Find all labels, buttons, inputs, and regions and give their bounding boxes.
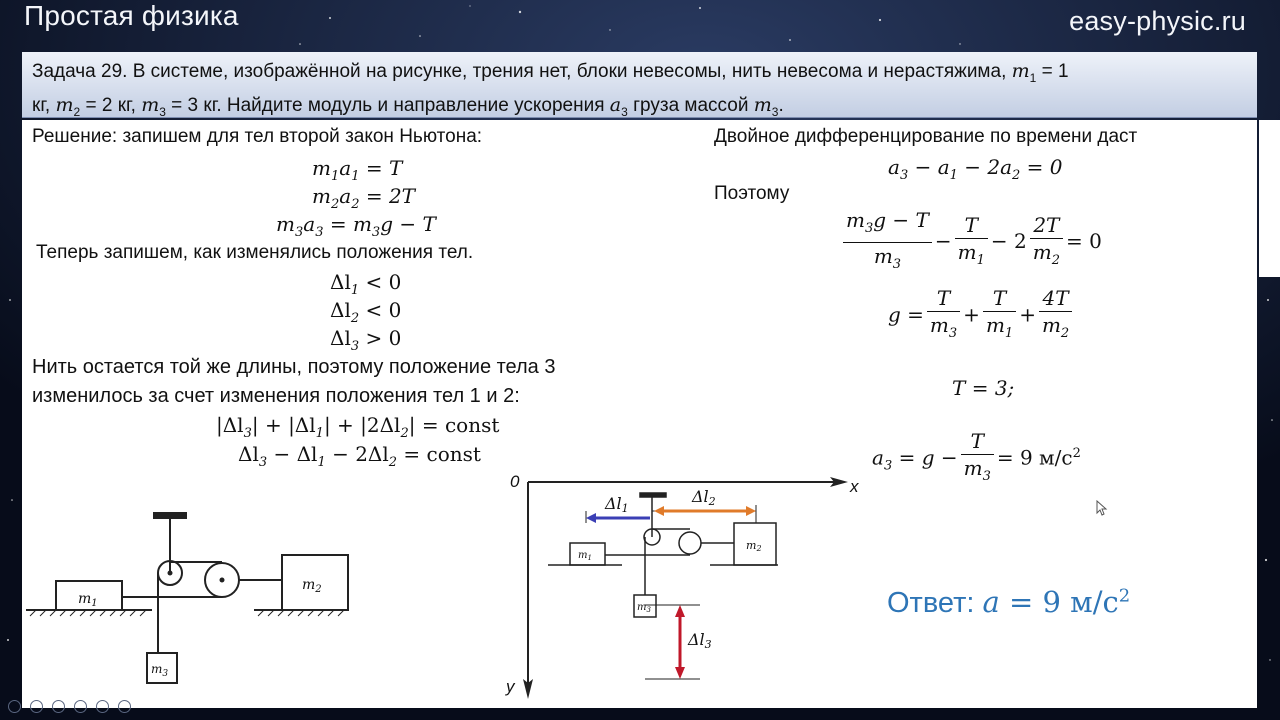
m2-symbol: m <box>55 93 74 116</box>
x-axis-label: x <box>850 477 859 496</box>
length-const: $\Delta l_3 - \Delta l_1 - 2\Delta l_2$ = const <box>238 442 481 470</box>
fraction-equation: $\frac{m_3g - T}{m_3}$ − $\frac{T}{m_1}$ − 2 $\frac{2T}{m_2}$ = 0 <box>840 207 1102 278</box>
site-url: easy-physic.ru <box>1069 6 1246 36</box>
accel-relation: $a_3 - a_1 - 2a_2 = 0$ <box>888 155 1063 183</box>
brand-title: Простая физика <box>24 0 239 31</box>
m3-subscript: 3 <box>159 104 166 119</box>
answer: Ответ: a = 9 $м/с^2$ <box>887 585 1131 619</box>
label-m2: m2 <box>746 539 762 553</box>
a3-symbol: a <box>609 93 622 116</box>
content-panel-edge <box>1259 120 1280 277</box>
dl2-label: Δl2 <box>692 487 716 508</box>
prev-icon[interactable] <box>8 700 21 713</box>
slides-icon[interactable] <box>74 700 87 713</box>
m3b-symbol: m <box>753 93 772 116</box>
string-text-1: Нить остается той же длины, поэтому положение тела 3 <box>32 356 556 378</box>
task-text: Задача 29. В системе, изображённой на рисунке, трения нет, блоки невесомы, нить невесома и нерастяжима, <box>32 61 1012 82</box>
m2-subscript: 2 <box>73 104 81 119</box>
label-m3: $m_3$ <box>637 602 651 614</box>
delta-l2: $\Delta l_2 < 0$ <box>330 298 402 326</box>
delta-l3: $\Delta l_3 > 0$ <box>330 326 402 354</box>
task-end: . <box>778 94 784 116</box>
m2-value: = 2 кг, <box>80 94 142 116</box>
m3-value: = 3 кг. Найдите модуль и направление ускорения <box>165 94 610 116</box>
zoom-icon[interactable] <box>96 700 109 713</box>
m3b-subscript: 3 <box>771 104 779 119</box>
string-text-2: изменилось за счет изменения положения тел 1 и 2: <box>32 385 520 407</box>
task-text-2: кг, <box>32 94 56 116</box>
label-m1: $m_1$ <box>578 550 592 562</box>
m1-symbol: m <box>1011 60 1030 82</box>
coordinate-diagram <box>500 465 880 700</box>
m1-value: = 1 <box>1036 61 1069 82</box>
newton-eq-1: $m_1a_1 = T$ <box>312 156 403 184</box>
label-m1: $m_1$ <box>78 591 98 609</box>
m1-subscript: 1 <box>1029 70 1037 85</box>
positions-heading: Теперь запишем, как изменялись положения тел. <box>36 242 474 263</box>
newton-eq-2: $m_2a_2 = 2T$ <box>312 184 416 212</box>
mouse-cursor-icon <box>1096 500 1108 516</box>
next-icon[interactable] <box>30 700 43 713</box>
label-m2: $m_2$ <box>302 577 322 595</box>
delta-l1: $\Delta l_1 < 0$ <box>330 270 402 298</box>
dl3-label: Δl3 <box>688 630 712 651</box>
pen-icon[interactable] <box>52 700 65 713</box>
a3-equation: $a_3 = g$ − $\frac{T}{m_3}$ = 9 $м/с^2$ <box>872 429 1081 484</box>
dl1-label: Δl1 <box>605 494 629 515</box>
diff-heading: Двойное дифференцирование по времени даст <box>714 126 1138 147</box>
y-axis-label: y <box>506 677 515 696</box>
task-text-3: груза массой <box>627 94 754 116</box>
label-m3: $m_3$ <box>151 662 169 679</box>
tension-value: T = 3; <box>952 376 1015 400</box>
newton-heading: Решение: запишем для тел второй закон Ньютона: <box>32 126 483 147</box>
therefore-label: Поэтому <box>714 183 790 204</box>
m3-symbol: m <box>141 93 160 116</box>
g-equation: g = $\frac{T}{m_3}$ + $\frac{T}{m_1}$ + $\frac{4T}{m_2}$ <box>888 285 1075 347</box>
origin-label: 0 <box>510 472 520 491</box>
pulley-system-diagram <box>22 505 352 690</box>
a3-subscript: 3 <box>621 104 628 119</box>
more-icon[interactable] <box>118 700 131 713</box>
newton-eq-3: $m_3a_3 = m_3g - T$ <box>276 212 436 240</box>
ceiling-mount <box>154 513 186 518</box>
length-const-abs: $|\Delta l_3| + |\Delta l_1| + |2\Delta l_2|$ = const <box>216 413 500 441</box>
task-statement <box>22 52 1257 118</box>
